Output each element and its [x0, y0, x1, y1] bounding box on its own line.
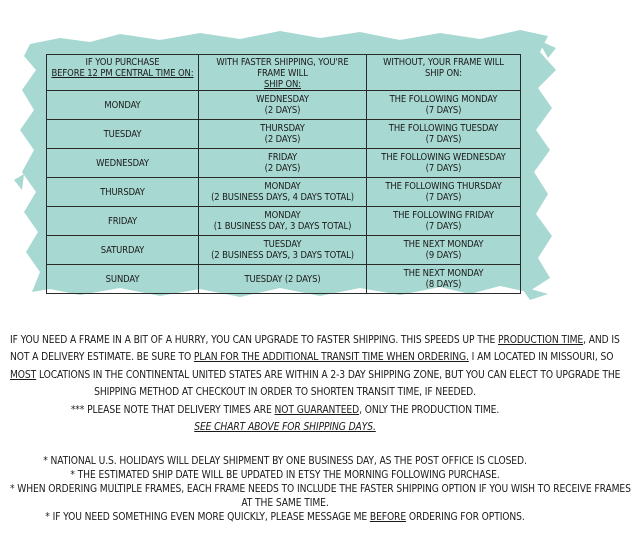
faster-ship-day: TUESDAY (2 DAYS) [199, 265, 367, 294]
standard-ship-day: THE NEXT MONDAY (8 DAYS) [367, 265, 521, 294]
table-row [47, 178, 521, 207]
header-standard-shipping: WITHOUT, YOUR FRAME WILL SHIP ON: [367, 55, 521, 91]
table-row [47, 120, 521, 149]
purchase-day: SUNDAY [47, 265, 199, 294]
table-header-row [47, 55, 521, 91]
standard-ship-day: THE NEXT MONDAY (9 DAYS) [367, 236, 521, 265]
header-faster-shipping: WITH FASTER SHIPPING, YOU'RE FRAME WILL SHIP ON: [199, 55, 367, 91]
standard-ship-day: THE FOLLOWING WEDNESDAY (7 DAYS) [367, 149, 521, 178]
purchase-day: MONDAY [47, 91, 199, 120]
holiday-note: * NATIONAL U.S. HOLIDAYS WILL DELAY SHIPMENT BY ONE BUSINESS DAY, AS THE POST OFFICE IS CLOSED. [43, 456, 527, 467]
purchase-day: FRIDAY [47, 207, 199, 236]
purchase-day: WEDNESDAY [47, 149, 199, 178]
see-chart-note: SEE CHART ABOVE FOR SHIPPING DAYS. [194, 422, 376, 434]
table-row [47, 236, 521, 265]
header-purchase-day: IF YOU PURCHASE BEFORE 12 PM CENTRAL TIME ON: [47, 55, 199, 91]
faster-ship-day: THURSDAY (2 DAYS) [199, 120, 367, 149]
standard-ship-day: THE FOLLOWING TUESDAY (7 DAYS) [367, 120, 521, 149]
table-row [47, 91, 521, 120]
table-row [47, 265, 521, 294]
table-row [47, 149, 521, 178]
standard-ship-day: THE FOLLOWING THURSDAY (7 DAYS) [367, 178, 521, 207]
etsy-date-note: * THE ESTIMATED SHIP DATE WILL BE UPDATED IN ETSY THE MORNING FOLLOWING PURCHASE. [70, 470, 500, 481]
shipping-schedule-table [46, 54, 521, 294]
urgent-note: * IF YOU NEED SOMETHING EVEN MORE QUICKLY, PLEASE MESSAGE ME BEFORE ORDERING FOR OPTIONS. [45, 512, 525, 523]
multiple-frames-note: * WHEN ORDERING MULTIPLE FRAMES, EACH FRAME NEEDS TO INCLUDE THE FASTER SHIPPING OPTION IF YOU WISH TO RECEIVE FRAMES [10, 484, 631, 495]
shipping-notes: * NATIONAL U.S. HOLIDAYS WILL DELAY SHIPMENT BY ONE BUSINESS DAY, AS THE POST OFFICE IS CLOSED. * THE ESTIMATED SHIP DATE WILL BE UPDATED IN ETSY THE MORNING FOLLOWING PURCHASE. * WHEN ORDERING MULTIPLE FRAMES, EACH FRAME NEEDS TO INCLUDE THE FASTER SHIPPING OPTION IF YOU WISH TO RECEIVE FRAMES AT THE SAME TIME. * IF YOU NEED SOMETHING EVEN MORE QUICKLY, PLEASE MESSAGE ME BEFORE ORDERING FOR OPTIONS. [10, 456, 631, 523]
faster-ship-day: MONDAY (1 BUSINESS DAY, 3 DAYS TOTAL) [199, 207, 367, 236]
purchase-day: TUESDAY [47, 120, 199, 149]
purchase-day: SATURDAY [47, 236, 199, 265]
faster-ship-day: FRIDAY (2 DAYS) [199, 149, 367, 178]
standard-ship-day: THE FOLLOWING FRIDAY (7 DAYS) [367, 207, 521, 236]
faster-shipping-explanation: IF YOU NEED A FRAME IN A BIT OF A HURRY, YOU CAN UPGRADE TO FASTER SHIPPING. THIS SPEEDS UP THE PRODUCTION TIME, AND IS NOT A DELIVERY ESTIMATE. BE SURE TO PLAN FOR THE ADDITIONAL TRANSIT TIME WHEN ORDERING. I AM LOCATED IN MISSOURI, SO MOST LOCATIONS IN THE CONTINENTAL UNITED STATES ARE WITHIN A 2-3 DAY SHIPPING ZONE, BUT YOU CAN ELECT TO UPGRADE THE SHIPPING METHOD AT CHECKOUT IN ORDER TO SHORTEN TRANSIT TIME, IF NEEDED. *** PLEASE NOTE THAT DELIVERY TIMES ARE NOT GUARANTEED, ONLY THE PRODUCTION TIME. SEE CHART ABOVE FOR SHIPPING DAYS. [10, 332, 560, 436]
standard-ship-day: THE FOLLOWING MONDAY (7 DAYS) [367, 91, 521, 120]
faster-ship-day: TUESDAY (2 BUSINESS DAYS, 3 DAYS TOTAL) [199, 236, 367, 265]
purchase-day: THURSDAY [47, 178, 199, 207]
faster-ship-day: WEDNESDAY (2 DAYS) [199, 91, 367, 120]
table-row [47, 207, 521, 236]
faster-ship-day: MONDAY (2 BUSINESS DAYS, 4 DAYS TOTAL) [199, 178, 367, 207]
